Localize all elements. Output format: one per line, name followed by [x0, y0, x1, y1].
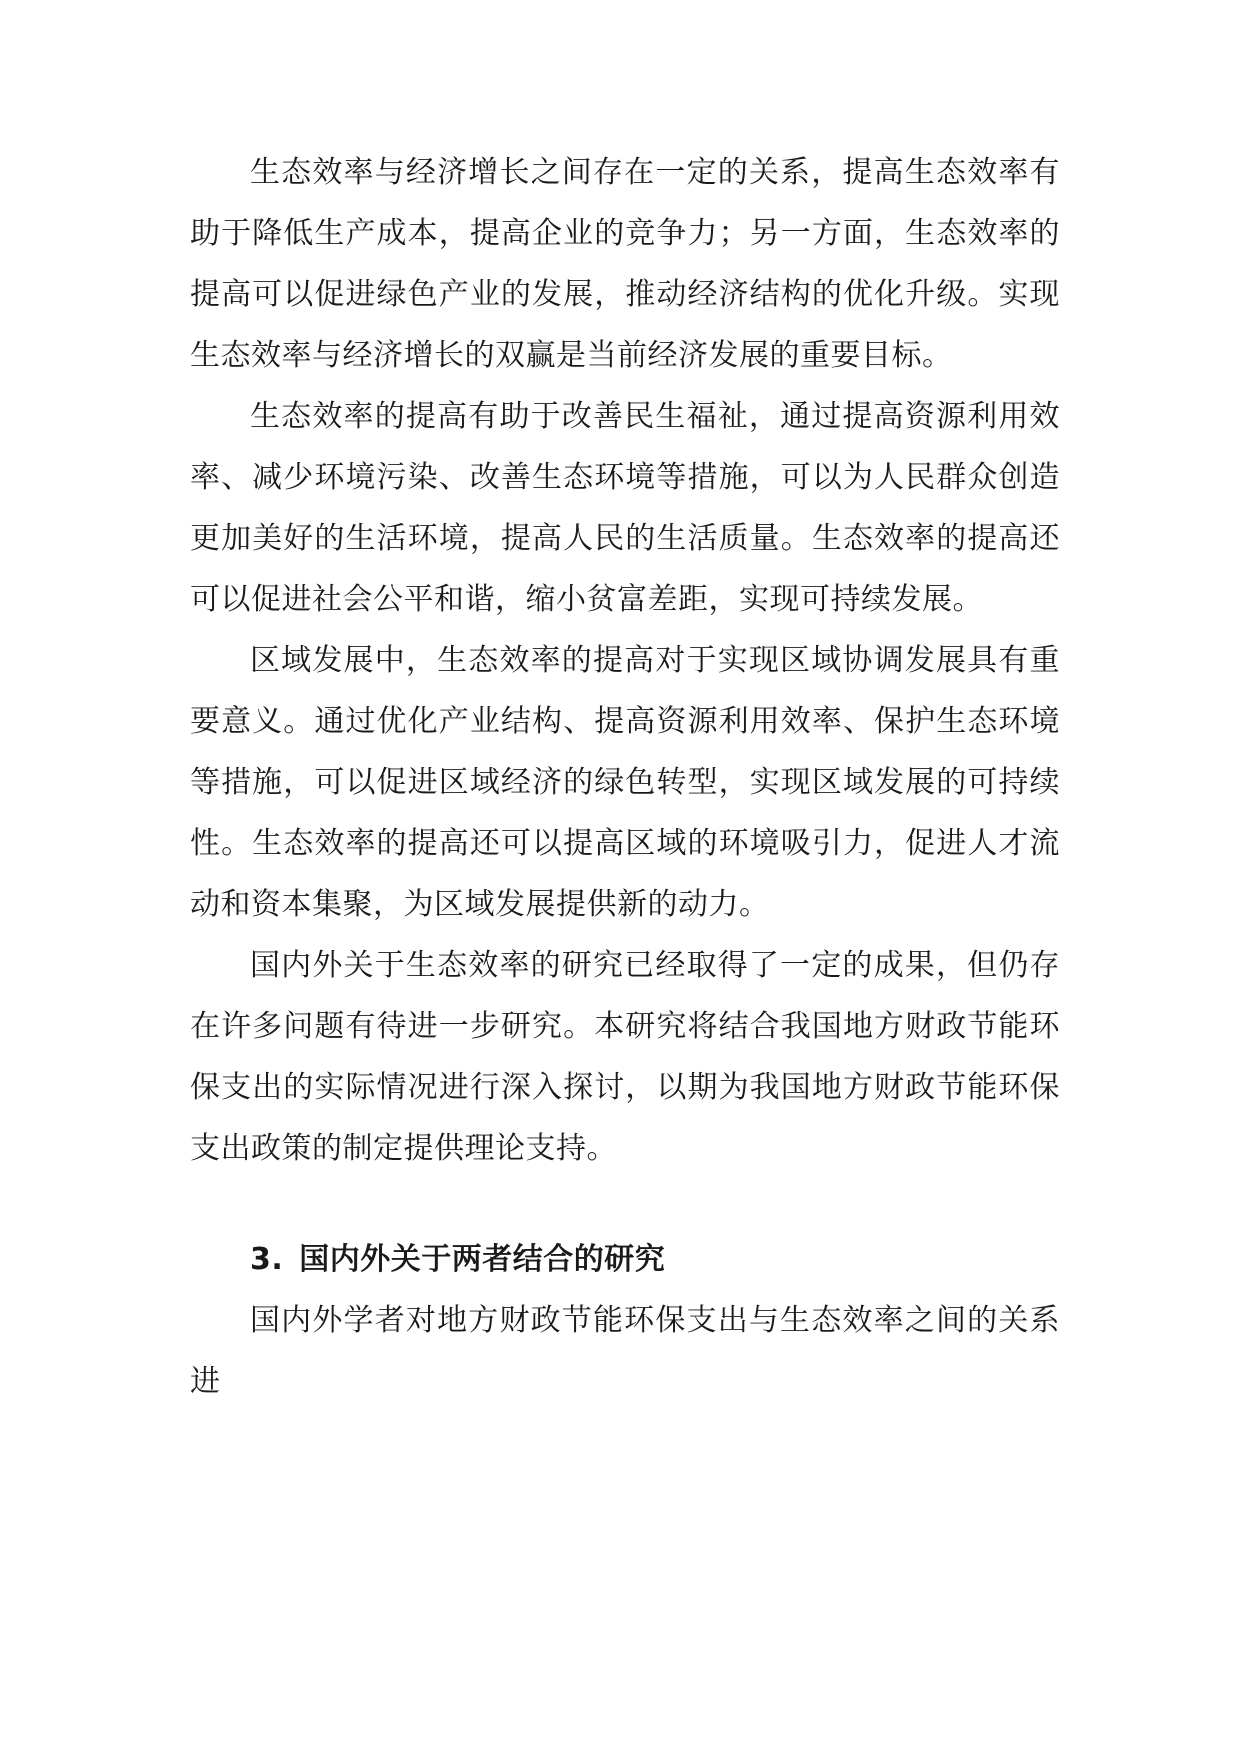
paragraph-5: 国内外学者对地方财政节能环保支出与生态效率之间的关系进 — [190, 1303, 1060, 1399]
section-title: 国内外关于两者结合的研究 — [299, 1242, 666, 1277]
paragraph-2: 生态效率的提高有助于改善民生福祉，通过提高资源利用效率、减少环境污染、改善生态环境等措施，可以为人民群众创造更加美好的生活环境，提高人民的生活质量。生态效率的提高还可以促进社会公平和谐，缩小贫富差距，实现可持续发展。 — [190, 399, 1060, 617]
paragraph-4: 国内外关于生态效率的研究已经取得了一定的成果，但仍存在许多问题有待进一步研究。本研究将结合我国地方财政节能环保支出的实际情况进行深入探讨，以期为我国地方财政节能环保支出政策的制定提供理论支持。 — [190, 948, 1060, 1166]
section-number: 3. — [250, 1242, 284, 1277]
paragraph-1: 生态效率与经济增长之间存在一定的关系，提高生态效率有助于降低生产成本，提高企业的竞争力；另一方面，生态效率的提高可以促进绿色产业的发展，推动经济结构的优化升级。实现生态效率与经济增长的双赢是当前经济发展的重要目标。 — [190, 155, 1060, 373]
document-body — [190, 142, 1060, 1412]
paragraph-3: 区域发展中，生态效率的提高对于实现区域协调发展具有重要意义。通过优化产业结构、提高资源利用效率、保护生态环境等措施，可以促进区域经济的绿色转型，实现区域发展的可持续性。生态效率的提高还可以提高区域的环境吸引力，促进人才流动和资本集聚，为区域发展提供新的动力。 — [190, 643, 1060, 922]
section-heading — [190, 1229, 1060, 1290]
